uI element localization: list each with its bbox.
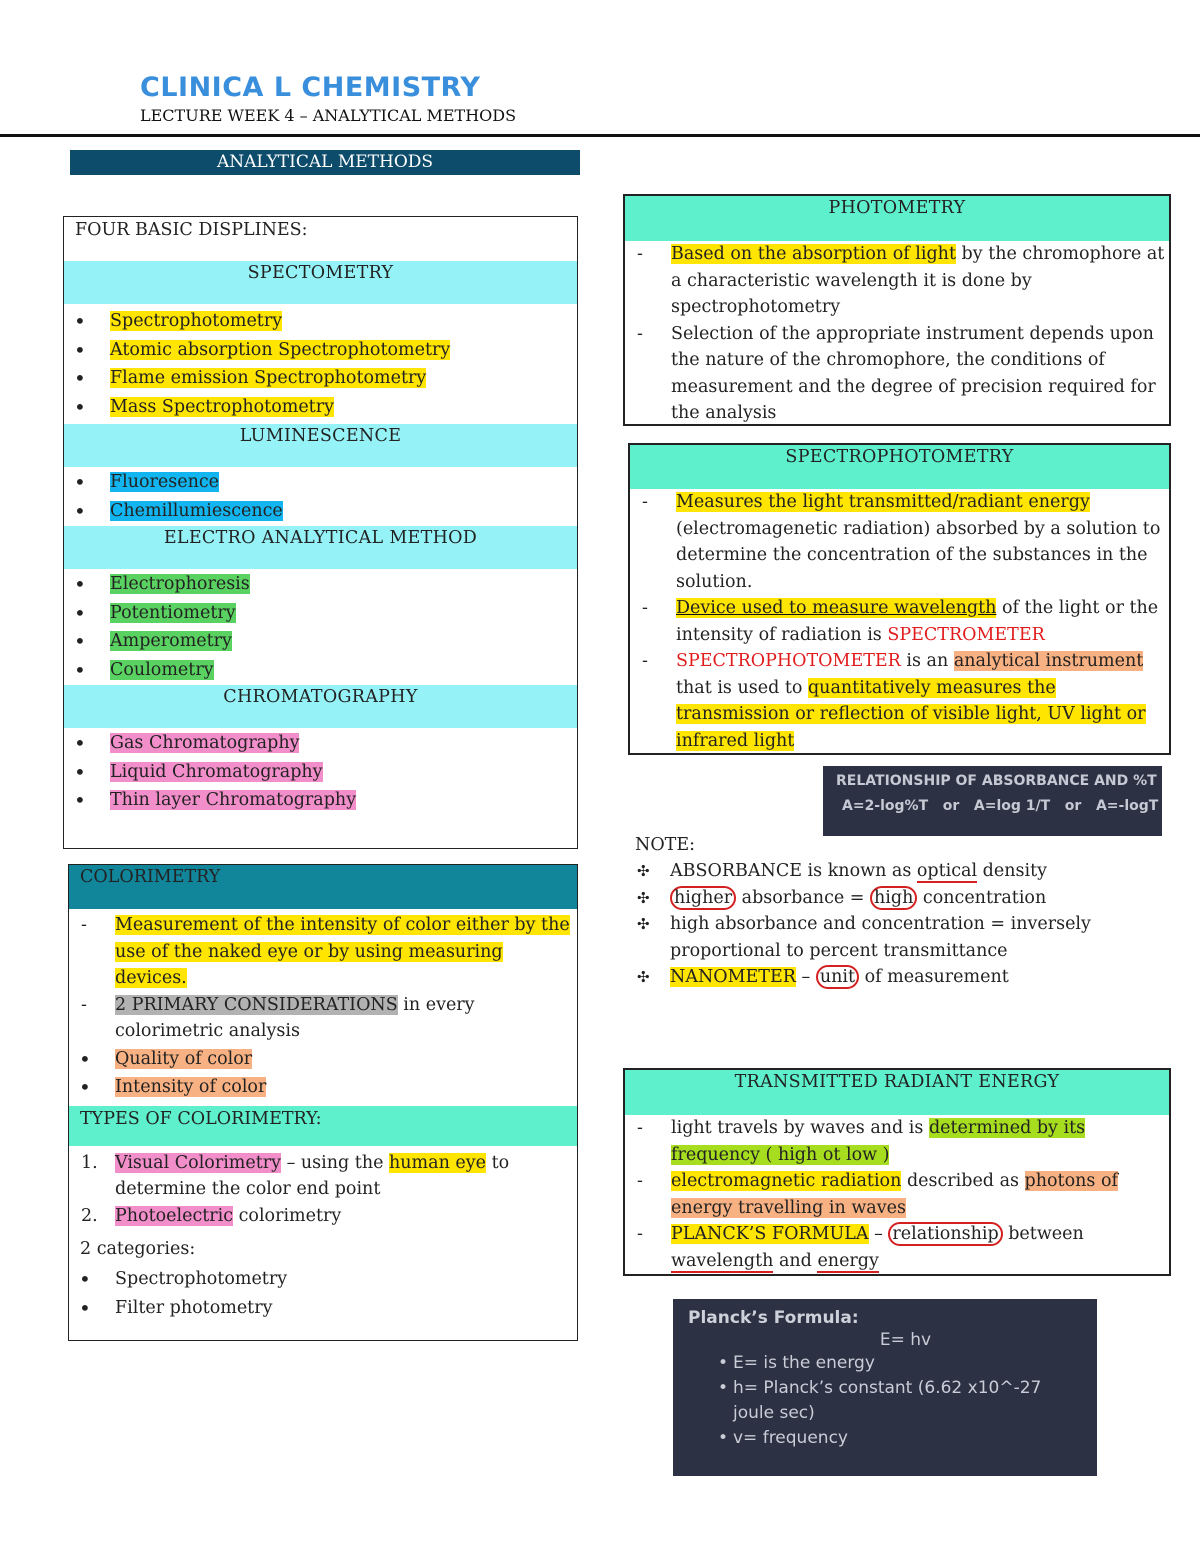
absorbance-formula-image (823, 766, 1162, 836)
list-item: 1. Visual Colorimetry – using the human eye to determine the color end point (81, 1152, 510, 1199)
list-item: • Chemillumiescence (64, 497, 577, 526)
list-item: • Potentiometry (64, 599, 577, 628)
list-item: ✣ NANOMETER – unit of measurement (635, 964, 1105, 991)
list-item: - Device used to measure wavelength of the light or the intensity of radiation is SPECTROMETER (630, 595, 1169, 648)
list-item: - Selection of the appropriate instrument depends upon the nature of the chromophore, the conditions of measurement and the degree of precision required for the analysis (625, 321, 1169, 427)
planck-image-title: Planck’s Formula: (688, 1308, 859, 1328)
disciplines-heading: FOUR BASIC DISPLINES: (75, 220, 308, 240)
list-item: • Intensity of color (69, 1073, 577, 1102)
list-item: ✣ high absorbance and concentration = inversely proportional to percent transmittance (635, 911, 1105, 964)
list-item: • Gas Chromatography (64, 729, 577, 758)
list-item: • Fluoresence (64, 468, 577, 497)
list-item: • v= frequency (718, 1428, 848, 1448)
chromatography-list (64, 728, 577, 815)
transmitted-box (623, 1068, 1171, 1276)
document-title: CLINICA L CHEMISTRY (140, 72, 481, 103)
list-item: - 2 PRIMARY CONSIDERATIONS in every colorimetric analysis (69, 992, 577, 1045)
list-item: • Flame emission Spectrophotometry (64, 364, 577, 393)
list-item: - light travels by waves and is determined by its frequency ( high ot low ) (625, 1115, 1169, 1168)
section-bar: ANALYTICAL METHODS (70, 150, 580, 175)
photometry-box (623, 194, 1171, 426)
group-header-spectometry: SPECTOMETRY (64, 261, 577, 304)
spectrophotometry-box (628, 443, 1171, 755)
electro-list (64, 569, 577, 685)
list-item: ✣ ABSORBANCE is known as optical density (635, 858, 1105, 885)
luminescence-list (64, 467, 577, 526)
group-header-electro: ELECTRO ANALYTICAL METHOD (64, 526, 577, 569)
list-item: • Thin layer Chromatography (64, 786, 577, 815)
colorimetry-considerations (69, 1045, 577, 1102)
colorimetry-definitions (69, 909, 577, 1045)
planck-formula-image (673, 1299, 1097, 1476)
list-item: • Filter photometry (69, 1294, 577, 1323)
spectrophotometry-list (630, 489, 1169, 754)
spectrophotometry-header: SPECTROPHOTOMETRY (630, 445, 1169, 489)
photometry-list (625, 241, 1169, 427)
absorbance-image-formula: A=2-log%T or A=log 1/T or A=-logT (842, 798, 1159, 814)
categories-list (69, 1265, 577, 1322)
list-item: - electromagnetic radiation described as photons of energy travelling in waves (625, 1168, 1169, 1221)
transmitted-list (625, 1115, 1169, 1274)
absorbance-image-title: RELATIONSHIP OF ABSORBANCE AND %T (836, 773, 1157, 789)
list-item: • Spectrophotometry (69, 1265, 577, 1294)
header-divider (0, 134, 1200, 137)
note-section (635, 832, 1105, 991)
list-item: 2. Photoelectric colorimetry (81, 1205, 342, 1226)
types-list (69, 1146, 577, 1230)
list-item: - Measurement of the intensity of color either by the use of the naked eye or by using measuring devices. (69, 912, 577, 992)
list-item: - Based on the absorption of light by the chromophore at a characteristic wavelength it is done by spectrophotometry (625, 241, 1169, 321)
colorimetry-header: COLORIMETRY (69, 865, 577, 909)
photometry-header: PHOTOMETRY (625, 196, 1169, 241)
group-header-luminescence: LUMINESCENCE (64, 424, 577, 467)
list-item: - SPECTROPHOTOMETER is an analytical instrument that is used to quantitatively measures the transmission or reflection of visible light, UV light or infrared light (630, 648, 1169, 754)
list-item: • Amperometry (64, 627, 577, 656)
list-item: • Mass Spectrophotometry (64, 393, 577, 422)
list-item: • Liquid Chromatography (64, 758, 577, 787)
list-item: • Coulometry (64, 656, 577, 685)
list-item: • Quality of color (69, 1045, 577, 1074)
note-label: NOTE: (635, 835, 696, 855)
group-header-chromatography: CHROMATOGRAPHY (64, 685, 577, 728)
colorimetry-box (68, 864, 578, 1341)
list-item: • Electrophoresis (64, 570, 577, 599)
list-item: - PLANCK’S FORMULA – relationship between wavelength and energy (625, 1221, 1169, 1274)
list-item: ✣ higher absorbance = high concentration (635, 885, 1105, 912)
note-list (635, 858, 1105, 991)
list-item: - Measures the light transmitted/radiant energy (electromagenetic radiation) absorbed by a solution to determine the concentration of the substances in the solution. (630, 489, 1169, 595)
spectometry-list (64, 304, 577, 424)
list-item: • Spectrophotometry (64, 307, 577, 336)
disciplines-box (63, 216, 578, 849)
list-item: • E= is the energy (718, 1353, 875, 1373)
list-item: • h= Planck’s constant (6.62 x10^-27 joule sec) (718, 1378, 1042, 1423)
types-header: TYPES OF COLORIMETRY: (69, 1106, 577, 1146)
document-subtitle: LECTURE WEEK 4 – ANALYTICAL METHODS (140, 106, 517, 125)
list-item: • Atomic absorption Spectrophotometry (64, 336, 577, 365)
transmitted-header: TRANSMITTED RADIANT ENERGY (625, 1070, 1169, 1115)
categories-label: 2 categories: (80, 1239, 196, 1259)
planck-image-formula: E= hv (879, 1330, 932, 1350)
planck-image-list (688, 1351, 1083, 1451)
